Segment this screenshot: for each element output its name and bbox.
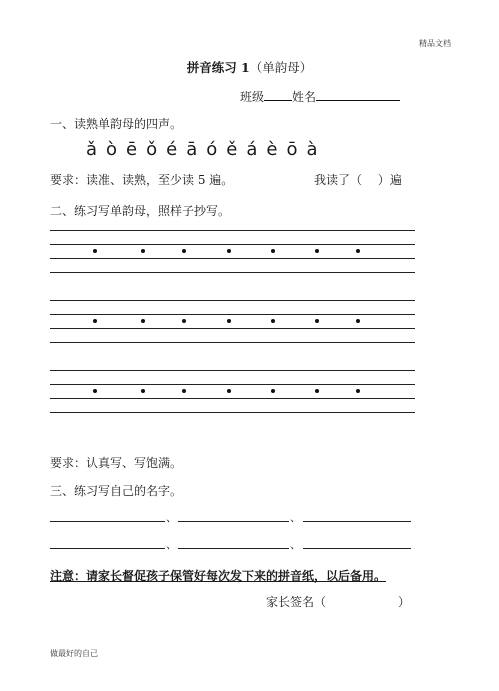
writing-line (50, 244, 415, 245)
vowel-item: è (266, 139, 278, 160)
footer-note: 做最好的自己 (50, 649, 98, 658)
name-write-line[interactable] (178, 521, 289, 522)
vowel-item: ǎ (86, 139, 98, 160)
guide-dot (271, 249, 275, 253)
vowel-item: á (246, 139, 258, 160)
title-sub: （单韵母） (249, 60, 313, 75)
vowel-item: ó (206, 139, 218, 160)
guide-dot (271, 389, 275, 393)
guide-dot (227, 389, 231, 393)
vowel-item: à (306, 139, 318, 160)
section2-requirement: 要求：认真写、写饱满。 (50, 456, 183, 470)
separator-mark: 、 (166, 538, 177, 551)
guide-dot (271, 319, 275, 323)
name-label: 姓名 (292, 90, 317, 104)
section2-heading: 二、练习写单韵母，照样子抄写。 (50, 204, 231, 218)
class-label: 班级 (240, 90, 265, 104)
vowel-item: ě (226, 139, 238, 160)
name-write-line[interactable] (303, 521, 411, 522)
name-write-line[interactable] (50, 521, 165, 522)
guide-dot (141, 389, 145, 393)
writing-line (50, 300, 415, 301)
page-title (0, 58, 499, 76)
student-info (240, 88, 400, 105)
writing-line (50, 230, 415, 231)
writing-line (50, 384, 415, 385)
guide-dot (93, 319, 97, 323)
vowel-item: ā (186, 139, 198, 160)
name-field[interactable] (316, 90, 400, 101)
name-write-line[interactable] (50, 548, 165, 549)
section3-heading: 三、练习写自己的名字。 (50, 484, 183, 498)
guide-dot (315, 389, 319, 393)
separator-mark: 、 (290, 538, 301, 551)
guide-dot (141, 319, 145, 323)
parent-signature: 家长签名（ ） (266, 595, 411, 609)
class-field[interactable] (264, 90, 292, 101)
guide-dot (141, 249, 145, 253)
writing-line (50, 328, 415, 329)
name-write-line[interactable] (178, 548, 289, 549)
guide-dot (93, 389, 97, 393)
name-write-line[interactable] (303, 548, 411, 549)
separator-mark: 、 (290, 511, 301, 524)
writing-line (50, 398, 415, 399)
vowel-item: ò (106, 139, 118, 160)
guide-dot (315, 249, 319, 253)
vowel-item: ǒ (146, 139, 158, 160)
vowel-item: é (166, 139, 178, 160)
section1-requirement: 要求：读准、读熟，至少读 5 遍。 (50, 173, 234, 187)
separator-mark: 、 (166, 511, 177, 524)
guide-dot (356, 249, 360, 253)
guide-dot (356, 389, 360, 393)
guide-dot (93, 249, 97, 253)
writing-line (50, 370, 415, 371)
guide-dot (182, 249, 186, 253)
writing-line (50, 272, 415, 273)
read-count: 我读了（ ）遍 (314, 173, 402, 187)
title-main: 拼音练习 1 (186, 60, 250, 75)
writing-line (50, 314, 415, 315)
guide-dot (315, 319, 319, 323)
guide-dot (182, 319, 186, 323)
vowel-item: ē (126, 139, 138, 160)
guide-dot (227, 249, 231, 253)
notice-text: 注意：请家长督促孩子保管好每次发下来的拼音纸，以后备用。 (50, 569, 387, 583)
writing-line (50, 258, 415, 259)
guide-dot (227, 319, 231, 323)
writing-line (50, 412, 415, 413)
header-note: 精品文档 (419, 39, 451, 48)
guide-dot (182, 389, 186, 393)
vowel-list (86, 139, 327, 160)
vowel-item: ō (286, 139, 298, 160)
section1-heading: 一、读熟单韵母的四声。 (50, 117, 183, 131)
guide-dot (356, 319, 360, 323)
writing-line (50, 342, 415, 343)
